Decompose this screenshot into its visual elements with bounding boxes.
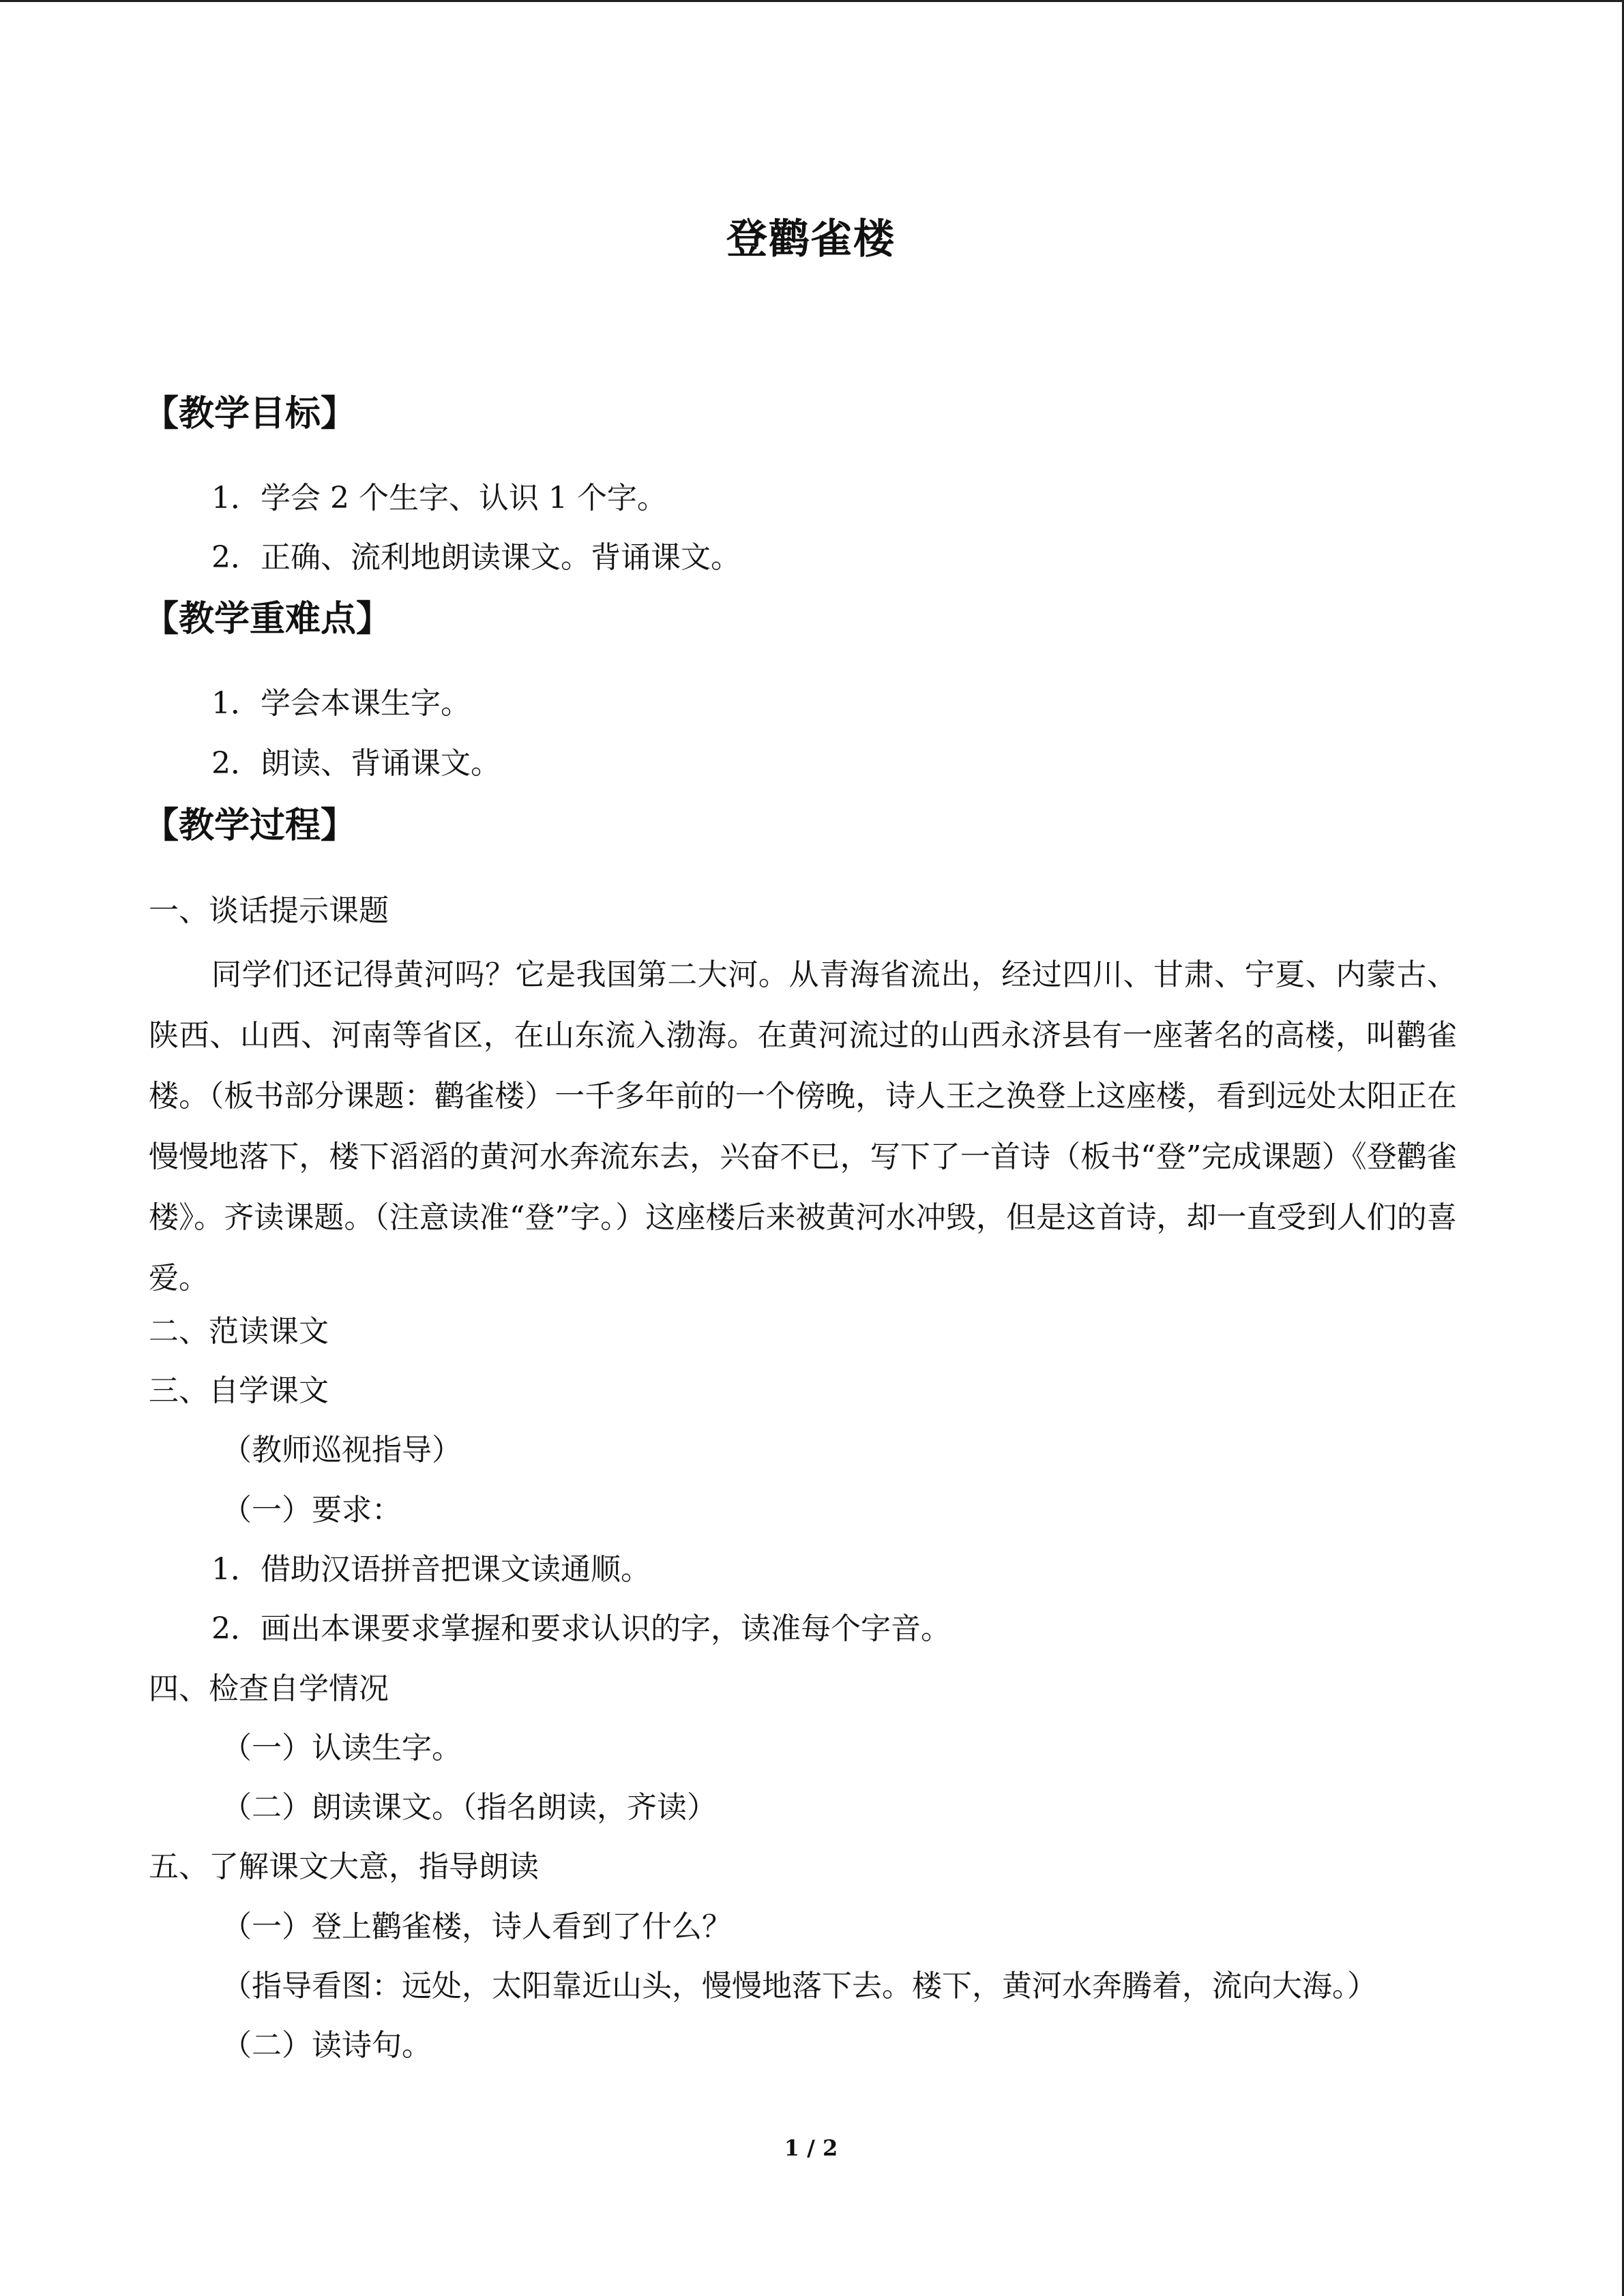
page-number: 1 / 2 [784,2135,838,2161]
step-3-item-2: 2．画出本课要求掌握和要求认识的字，读准每个字音。 [211,1611,951,1646]
step-3-heading: 三、自学课文 [149,1373,329,1408]
document-title: 登鹳雀楼 [726,215,896,263]
objective-item-2: 2．正确、流利地朗读课文。背诵课文。 [211,540,741,575]
step-4-heading: 四、检查自学情况 [149,1671,389,1706]
key-point-item-2: 2．朗读、背诵课文。 [211,746,501,781]
step-5-item-3: （二）读诗句。 [222,2028,432,2063]
step-3-requirements: （一）要求： [222,1493,402,1527]
step-3-note: （教师巡视指导） [222,1433,462,1467]
step-5-heading: 五、了解课文大意，指导朗读 [149,1849,539,1884]
heading-key-points: 【教学重难点】 [143,599,392,640]
heading-objectives: 【教学目标】 [143,393,357,434]
step-1-heading: 一、谈话提示课题 [149,893,389,928]
heading-process: 【教学过程】 [143,805,357,846]
key-point-item-1: 1．学会本课生字。 [211,686,471,721]
step-4-item-2: （二）朗读课文。（指名朗读，齐读） [222,1790,717,1825]
step-5-item-1: （一）登上鹳雀楼，诗人看到了什么？ [222,1909,732,1944]
step-3-item-1: 1．借助汉语拼音把课文读通顺。 [211,1552,651,1587]
step-4-item-1: （一）认读生字。 [222,1731,462,1765]
step-2-heading: 二、范读课文 [149,1314,329,1349]
objective-item-1: 1．学会 2 个生字、认识 1 个字。 [211,481,667,516]
step-5-item-2: （指导看图：远处，太阳靠近山头，慢慢地落下去。楼下，黄河水奔腾着，流向大海。） [222,1969,1377,2003]
intro-paragraph: 同学们还记得黄河吗？它是我国第二大河。从青海省流出，经过四川、甘肃、宁夏、内蒙古、陕西、山西、河南等省区，在山东流入渤海。在黄河流过的山西永济县有一座著名的高楼，叫鹳雀楼。（板书部分课题：鹳雀楼）一千多年前的一个傍晚，诗人王之涣登上这座楼，看到远处太阳正在慢慢地落下，楼下滔滔的黄河水奔流东去，兴奋不已，写下了一首诗（板书“登”完成课题）《登鹳雀楼》。齐读课题。（注意读准“登”字。）这座楼后来被黄河水冲毁，但是这首诗，却一直受到人们的喜爱。 [149,957,1457,1296]
